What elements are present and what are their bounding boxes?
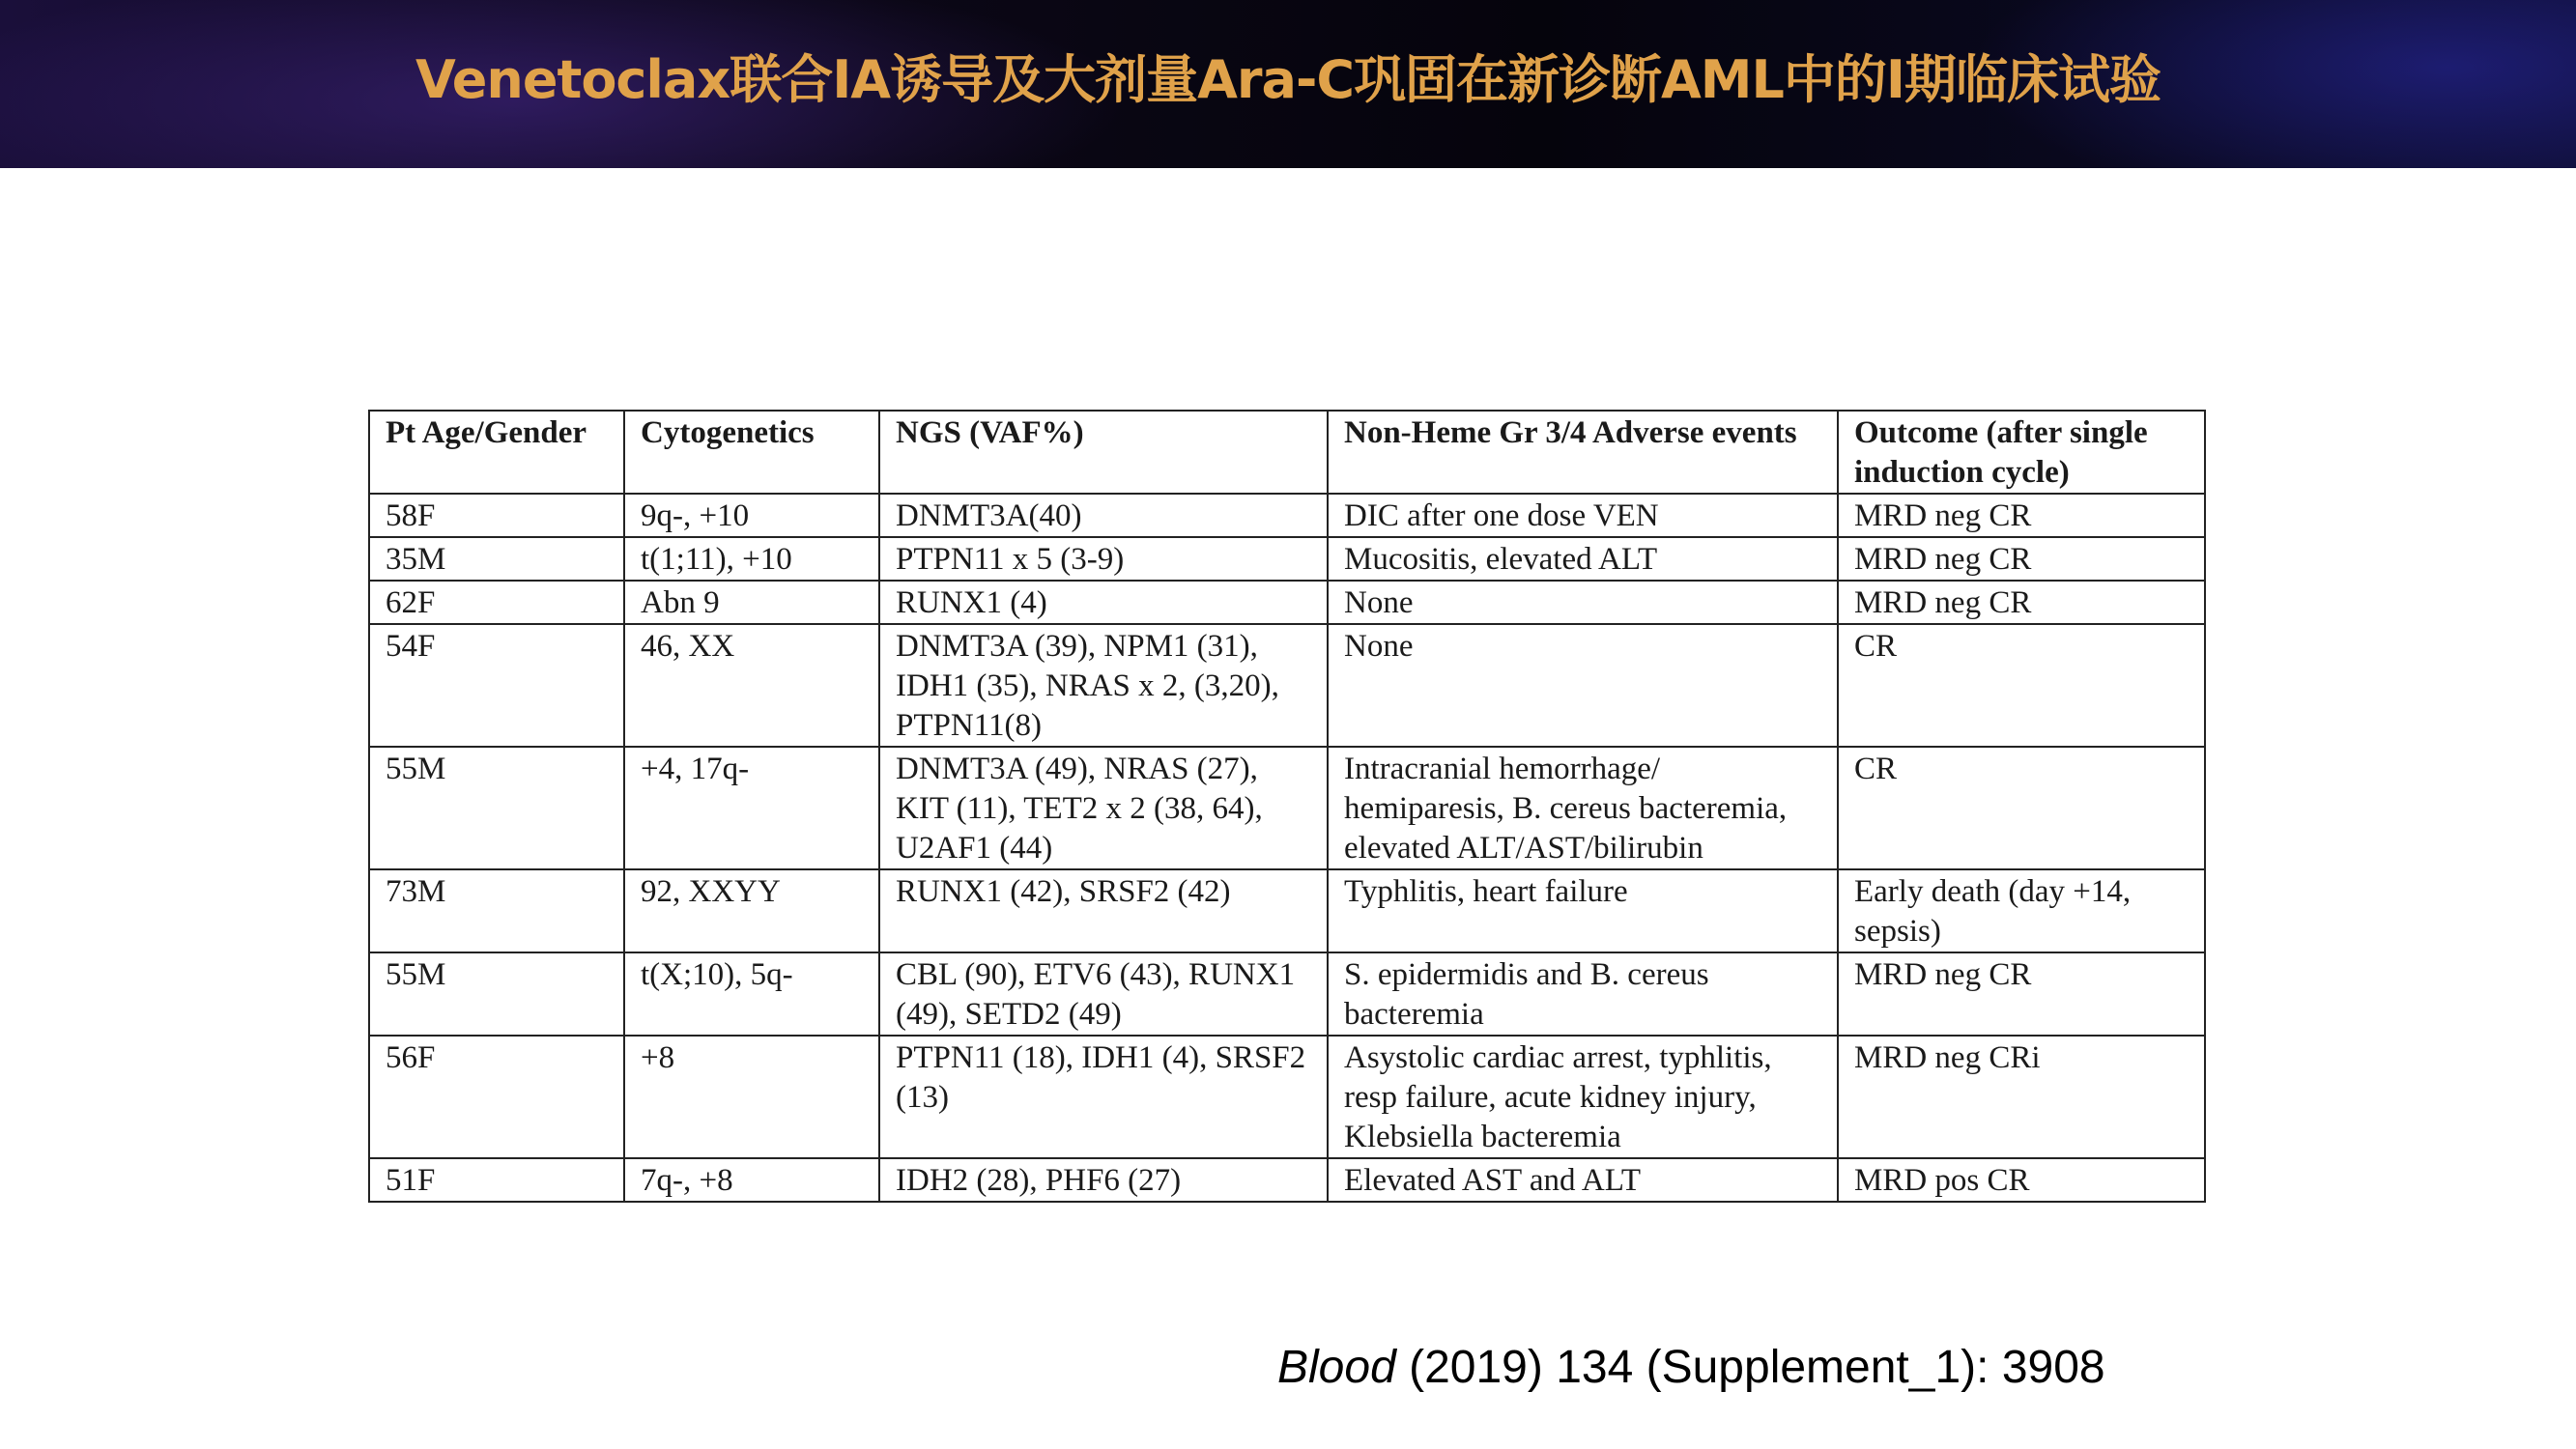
table-row [369,581,2205,624]
cell-cytogenetics: t(1;11), +10 [624,537,879,581]
citation [1277,1341,2105,1394]
cell-ngs: DNMT3A(40) [879,494,1328,537]
cell-ngs: IDH2 (28), PHF6 (27) [879,1158,1328,1202]
cell-cytogenetics: +8 [624,1036,879,1158]
cell-age-gender: 55M [369,747,624,869]
cell-cytogenetics: +4, 17q- [624,747,879,869]
cell-cytogenetics: 7q-, +8 [624,1158,879,1202]
cell-outcome: MRD neg CRi [1838,1036,2205,1158]
table-header-row [369,411,2205,494]
cell-adverse-events: Intracranial hemorrhage/ hemiparesis, B. cereus bacteremia, elevated ALT/AST/bilirubin [1328,747,1838,869]
cell-ngs: DNMT3A (39), NPM1 (31), IDH1 (35), NRAS x 2, (3,20), PTPN11(8) [879,624,1328,747]
cell-age-gender: 62F [369,581,624,624]
cell-ngs: DNMT3A (49), NRAS (27), KIT (11), TET2 x 2 (38, 64), U2AF1 (44) [879,747,1328,869]
cell-cytogenetics: 92, XXYY [624,869,879,952]
cell-ngs: RUNX1 (42), SRSF2 (42) [879,869,1328,952]
cell-age-gender: 54F [369,624,624,747]
table-row [369,952,2205,1036]
header-adverse-events: Non-Heme Gr 3/4 Adverse events [1328,411,1838,494]
trial-table-container [368,410,2204,1203]
cell-outcome: CR [1838,624,2205,747]
table-row [369,624,2205,747]
cell-outcome: MRD neg CR [1838,952,2205,1036]
table-row [369,537,2205,581]
cell-adverse-events: S. epidermidis and B. cereus bacteremia [1328,952,1838,1036]
cell-outcome: Early death (day +14, sepsis) [1838,869,2205,952]
cell-cytogenetics: 46, XX [624,624,879,747]
header-age-gender: Pt Age/Gender [369,411,624,494]
cell-adverse-events: None [1328,624,1838,747]
table-row [369,869,2205,952]
cell-age-gender: 73M [369,869,624,952]
cell-age-gender: 35M [369,537,624,581]
cell-cytogenetics: Abn 9 [624,581,879,624]
cell-adverse-events: Elevated AST and ALT [1328,1158,1838,1202]
cell-adverse-events: Typhlitis, heart failure [1328,869,1838,952]
cell-adverse-events: None [1328,581,1838,624]
cell-ngs: RUNX1 (4) [879,581,1328,624]
table-row [369,1036,2205,1158]
table-row [369,1158,2205,1202]
cell-ngs: CBL (90), ETV6 (43), RUNX1 (49), SETD2 (49) [879,952,1328,1036]
header-cytogenetics: Cytogenetics [624,411,879,494]
cell-age-gender: 58F [369,494,624,537]
citation-journal: Blood [1277,1342,1396,1393]
cell-adverse-events: Asystolic cardiac arrest, typhlitis, resp failure, acute kidney injury, Klebsiella bacteremia [1328,1036,1838,1158]
cell-age-gender: 51F [369,1158,624,1202]
title-banner [0,0,2576,168]
cell-age-gender: 55M [369,952,624,1036]
header-ngs: NGS (VAF%) [879,411,1328,494]
cell-cytogenetics: t(X;10), 5q- [624,952,879,1036]
cell-outcome: MRD pos CR [1838,1158,2205,1202]
cell-outcome: MRD neg CR [1838,537,2205,581]
slide-title: Venetoclax联合IA诱导及大剂量Ara-C巩固在新诊断AML中的I期临床试验 [415,49,2161,110]
cell-adverse-events: DIC after one dose VEN [1328,494,1838,537]
cell-adverse-events: Mucositis, elevated ALT [1328,537,1838,581]
table-row [369,494,2205,537]
cell-outcome: MRD neg CR [1838,494,2205,537]
table-row [369,747,2205,869]
cell-ngs: PTPN11 (18), IDH1 (4), SRSF2 (13) [879,1036,1328,1158]
header-outcome: Outcome (after single induction cycle) [1838,411,2205,494]
cell-outcome: CR [1838,747,2205,869]
cell-ngs: PTPN11 x 5 (3-9) [879,537,1328,581]
cell-age-gender: 56F [369,1036,624,1158]
citation-details: (2019) 134 (Supplement_1): 3908 [1395,1342,2105,1393]
cell-cytogenetics: 9q-, +10 [624,494,879,537]
trial-results-table [368,410,2206,1203]
cell-outcome: MRD neg CR [1838,581,2205,624]
